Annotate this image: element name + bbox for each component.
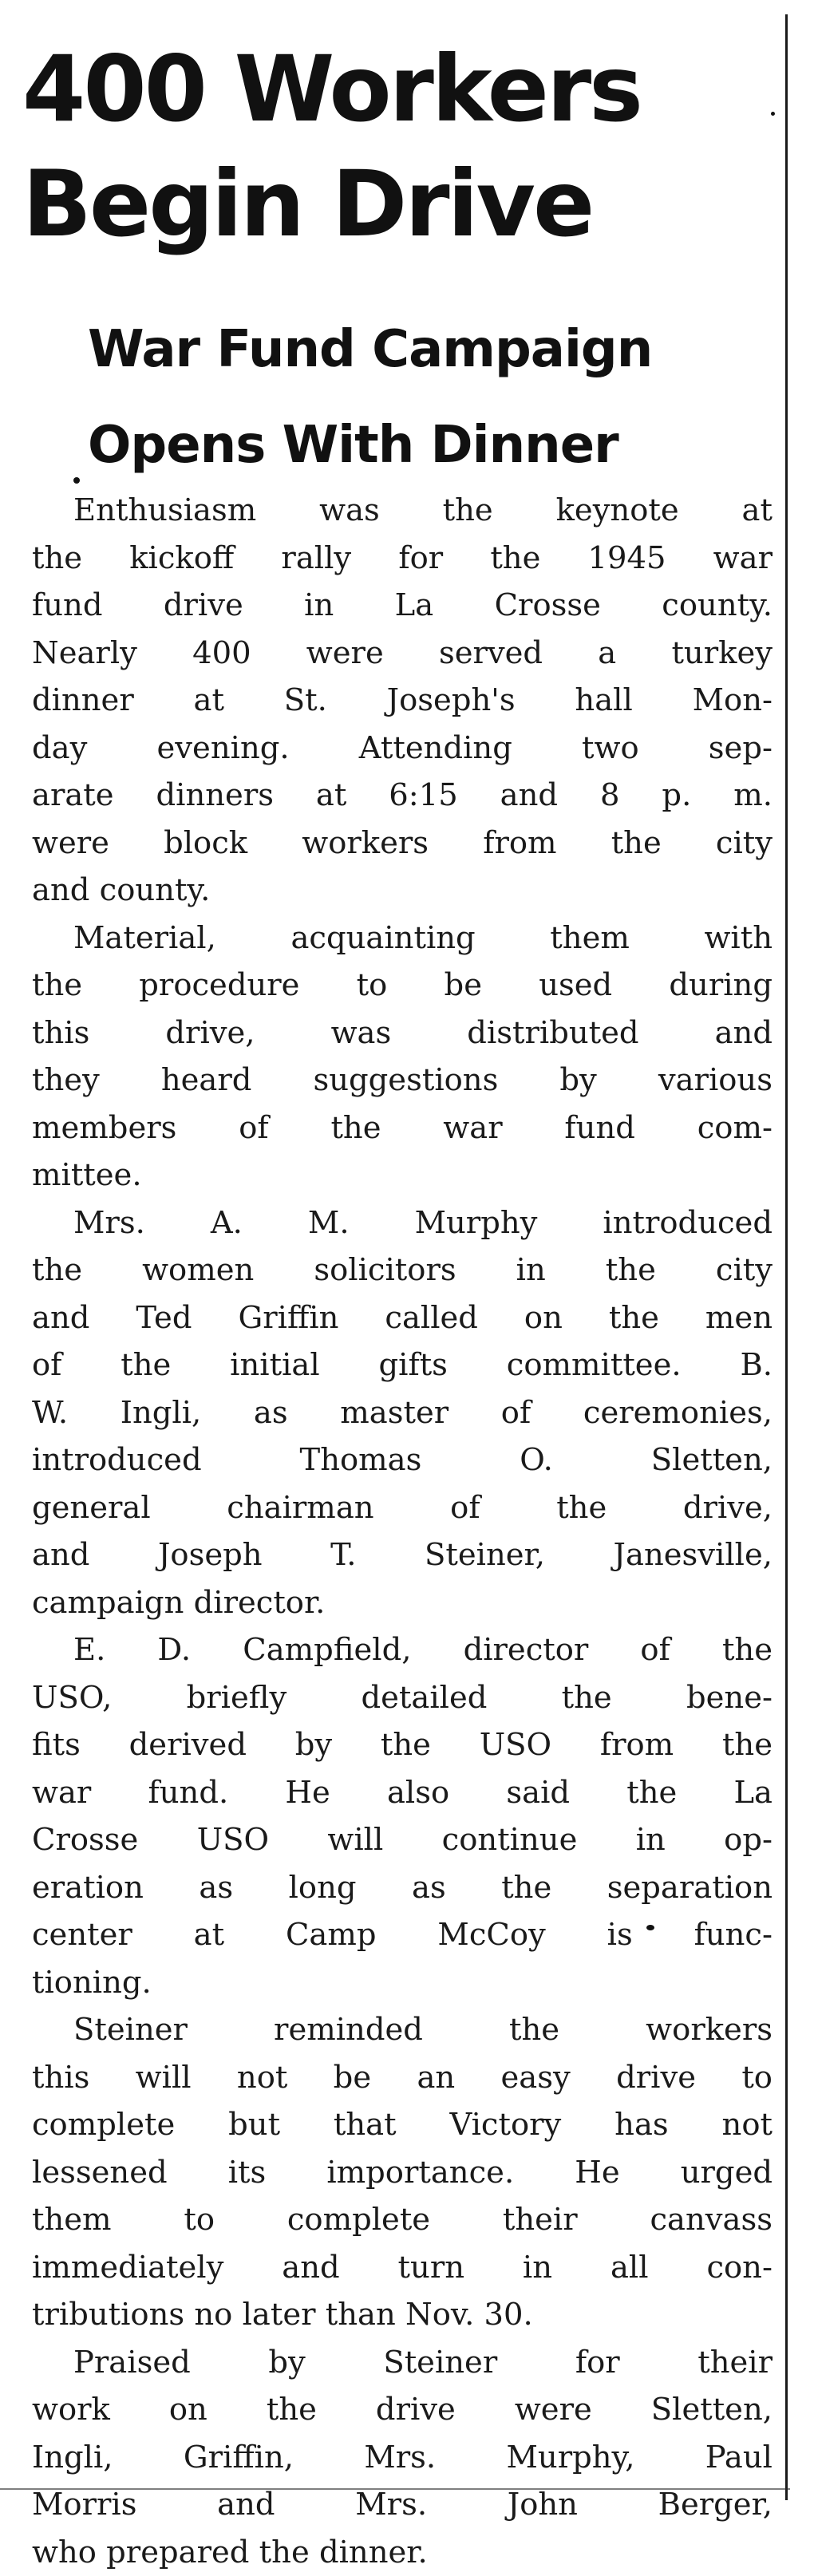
headline-line: Begin Drive bbox=[22, 147, 773, 262]
article-body bbox=[32, 487, 773, 2576]
paragraph-line: eration as long as the separation bbox=[32, 1864, 773, 1912]
article-paragraph bbox=[32, 2339, 773, 2576]
paragraph-line: day evening. Attending two sep- bbox=[32, 725, 773, 772]
paragraph-line: and Joseph T. Steiner, Janesville, bbox=[32, 1531, 773, 1579]
paragraph-line: war fund. He also said the La bbox=[32, 1769, 773, 1817]
paragraph-line: fund drive in La Crosse county. bbox=[32, 582, 773, 630]
paragraph-line: W. Ingli, as master of ceremonies, bbox=[32, 1389, 773, 1437]
paragraph-line: tioning. bbox=[32, 1959, 773, 2007]
paragraph-line: and Ted Griffin called on the men bbox=[32, 1294, 773, 1342]
paragraph-line: members of the war fund com- bbox=[32, 1104, 773, 1152]
print-speck bbox=[73, 477, 80, 484]
paragraph-line: fits derived by the USO from the bbox=[32, 1721, 773, 1769]
paragraph-line: this drive, was distributed and bbox=[32, 1009, 773, 1057]
paragraph-line: introduced Thomas O. Sletten, bbox=[32, 1436, 773, 1484]
paragraph-line: Material, acquainting them with bbox=[32, 915, 773, 962]
paragraph-line: dinner at St. Joseph's hall Mon- bbox=[32, 677, 773, 725]
paragraph-line: Ingli, Griffin, Mrs. Murphy, Paul bbox=[32, 2434, 773, 2482]
paragraph-line: lessened its importance. He urged bbox=[32, 2149, 773, 2197]
paragraph-line: complete but that Victory has not bbox=[32, 2101, 773, 2149]
paragraph-line: Mrs. A. M. Murphy introduced bbox=[32, 1199, 773, 1247]
paragraph-line: were block workers from the city bbox=[32, 820, 773, 867]
paragraph-line: Enthusiasm was the keynote at bbox=[32, 487, 773, 535]
paragraph-line: them to complete their canvass bbox=[32, 2196, 773, 2244]
paragraph-line: work on the drive were Sletten, bbox=[32, 2386, 773, 2434]
paragraph-line: who prepared the dinner. bbox=[32, 2529, 773, 2576]
paragraph-line: they heard suggestions by various bbox=[32, 1057, 773, 1104]
paragraph-line: USO, briefly detailed the bene- bbox=[32, 1674, 773, 1722]
subheadline-line: War Fund Campaign bbox=[88, 302, 774, 397]
subheadline bbox=[88, 302, 774, 493]
paragraph-line: general chairman of the drive, bbox=[32, 1484, 773, 1532]
paragraph-line: tributions no later than Nov. 30. bbox=[32, 2291, 773, 2339]
paragraph-line: and county. bbox=[32, 867, 773, 915]
paragraph-line: arate dinners at 6:15 and 8 p. m. bbox=[32, 772, 773, 820]
paragraph-line: Morris and Mrs. John Berger, bbox=[32, 2481, 773, 2529]
paragraph-line: this will not be an easy drive to bbox=[32, 2054, 773, 2102]
paragraph-line: immediately and turn in all con- bbox=[32, 2244, 773, 2292]
article-paragraph bbox=[32, 915, 773, 1199]
article-paragraph bbox=[32, 1626, 773, 2006]
paragraph-line: the women solicitors in the city bbox=[32, 1247, 773, 1294]
paragraph-line: the procedure to be used during bbox=[32, 962, 773, 1009]
paragraph-line: of the initial gifts committee. B. bbox=[32, 1341, 773, 1389]
paragraph-line: E. D. Campfield, director of the bbox=[32, 1626, 773, 1674]
paragraph-line: the kickoff rally for the 1945 war bbox=[32, 535, 773, 583]
subheadline-line: Opens With Dinner bbox=[88, 397, 774, 493]
article-paragraph bbox=[32, 1199, 773, 1627]
paragraph-line: campaign director. bbox=[32, 1579, 773, 1627]
headline-line: 400 Workers bbox=[22, 32, 773, 147]
article-paragraph bbox=[32, 2006, 773, 2339]
paragraph-line: mittee. bbox=[32, 1152, 773, 1199]
article-paragraph bbox=[32, 487, 773, 915]
paragraph-line: Crosse USO will continue in op- bbox=[32, 1816, 773, 1864]
paragraph-line: center at Camp McCoy is func- bbox=[32, 1911, 773, 1959]
paragraph-line: Nearly 400 were served a turkey bbox=[32, 630, 773, 678]
paragraph-line: Steiner reminded the workers bbox=[32, 2006, 773, 2054]
paragraph-line: Praised by Steiner for their bbox=[32, 2339, 773, 2387]
headline bbox=[22, 32, 773, 262]
column-rule bbox=[785, 14, 788, 2500]
